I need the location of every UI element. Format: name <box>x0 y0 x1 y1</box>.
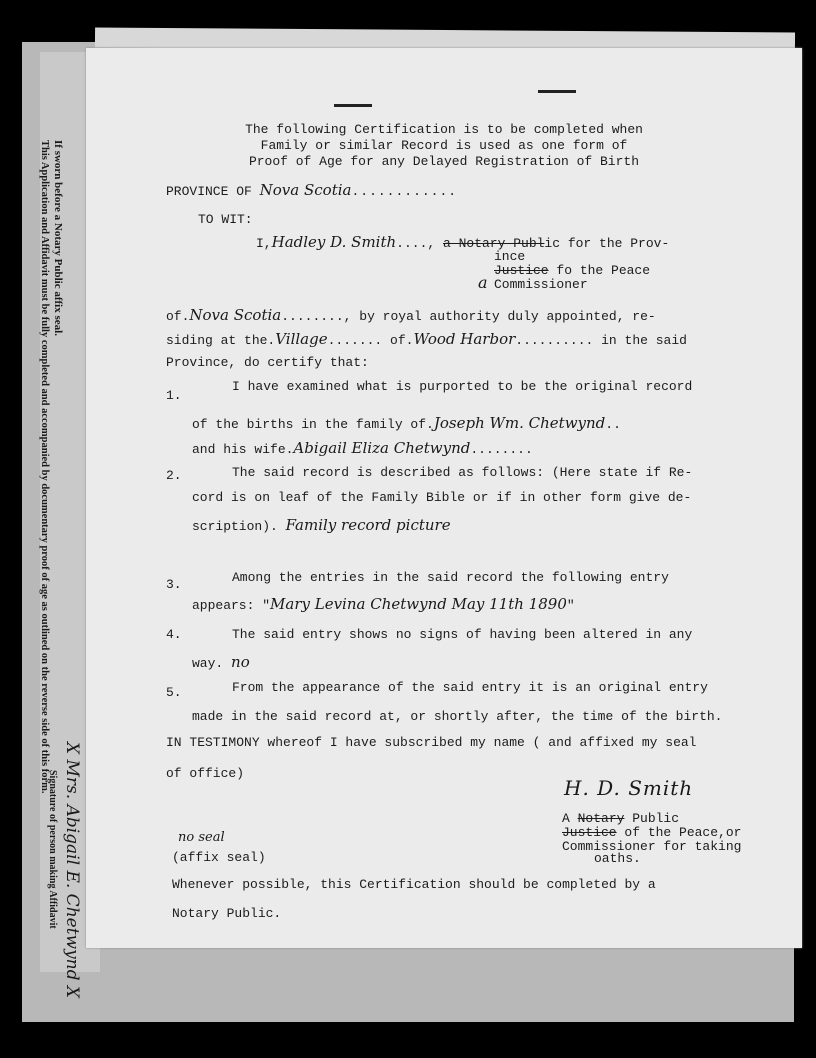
item-1-number: 1. <box>166 388 182 403</box>
item-3-line-1: Among the entries in the said record the following entry <box>232 570 669 585</box>
item-2-number: 2. <box>166 468 182 483</box>
province-value: Nova Scotia <box>259 181 352 199</box>
sig-justice-struck: Justice <box>562 825 617 840</box>
wife-prefix: and his wife. <box>192 442 294 457</box>
margin-notice-seal: If sworn before a Notary Public affix seal. <box>52 140 64 336</box>
item-4-line-2 <box>192 653 250 671</box>
header-line-2: Family or similar Record is used as one form of <box>260 138 628 153</box>
item-1-line-2 <box>192 414 621 432</box>
sig-notary-struck: Notary <box>577 811 625 826</box>
inserted-a: a <box>478 273 488 292</box>
sig-justice-rest: of the Peace,or <box>616 825 742 840</box>
residing-dots-2: .......... <box>515 333 594 348</box>
item-1-prefix: of the births in the family of. <box>192 417 434 432</box>
of-prefix: of. <box>166 309 190 324</box>
alteration-answer: no <box>231 653 250 671</box>
footer-line-2: Notary Public. <box>172 906 282 921</box>
affiant-signature: X Mrs. Abigail E. Chetwynd X <box>62 742 82 999</box>
item-4-prefix: way. <box>192 656 224 671</box>
signature-title-3: Commissioner for taking <box>562 839 742 854</box>
top-mark-right <box>538 90 576 93</box>
item-4-number: 4. <box>166 627 182 642</box>
item-2-line-3 <box>192 516 451 534</box>
of-line <box>166 306 656 324</box>
justice-rest: fo the Peace <box>548 263 651 278</box>
item-2-line-2: cord is on leaf of the Family Bible or if in other form give de- <box>192 490 692 505</box>
father-name: Joseph Wm. Chetwynd <box>433 414 606 432</box>
item-5-line-2: made in the said record at, or shortly after, the time of the birth. <box>192 709 723 724</box>
margin-notice-completion: This Application and Affidavit must be fully completed and accompanied by documentary proof of age as outlined on the reverse side of this form. <box>39 140 50 794</box>
residing-rest: in the said <box>601 333 687 348</box>
notary-struck: a Notary Publ <box>443 236 545 251</box>
declarant-name: Hadley D. Smith <box>271 233 397 251</box>
wife-dots: ........ <box>470 442 533 457</box>
mother-name: Abigail Eliza Chetwynd <box>293 439 471 457</box>
sig-notary-rest: Public <box>624 811 680 826</box>
declarant-dots: ...., <box>396 236 436 251</box>
residing-place: Wood Harbor <box>413 330 516 348</box>
province-dots: ............ <box>351 184 458 199</box>
certifier-signature: H. D. Smith <box>564 776 694 800</box>
province-label: PROVINCE OF <box>166 184 252 199</box>
certify-line: Province, do certify that: <box>166 355 369 370</box>
item-3-number: 3. <box>166 577 182 592</box>
signature-title-4: oaths. <box>594 851 641 866</box>
item-5-line-1: From the appearance of the said entry it is an original entry <box>232 680 708 695</box>
item-3-line-2 <box>192 595 575 613</box>
item-1-line-1: I have examined what is purported to be the original record <box>232 379 693 394</box>
footer-line-1: Whenever possible, this Certification should be completed by a <box>172 877 656 892</box>
affiant-signature-caption: Signature of person making Affidavit <box>47 770 58 929</box>
item-1-dots: .. <box>605 417 621 432</box>
notary-rest: ic for the Prov- <box>544 236 670 251</box>
residing-dots-1: ....... of. <box>327 333 414 348</box>
declarant-prefix: I, <box>256 236 272 251</box>
justice-struck: Justice <box>494 263 549 278</box>
of-value: Nova Scotia <box>189 306 282 324</box>
of-rest: by royal authority duly appointed, re- <box>359 309 656 324</box>
no-seal-note: no seal <box>178 830 225 845</box>
province-line <box>166 181 457 199</box>
testimony-line-2: of office) <box>166 766 245 781</box>
certification-page <box>86 48 802 948</box>
item-3-prefix: appears: " <box>192 598 271 613</box>
signature-title-1 <box>562 811 679 826</box>
affix-seal-label: (affix seal) <box>172 850 266 865</box>
item-2-prefix: scription). <box>192 519 278 534</box>
to-wit: TO WIT: <box>198 212 253 227</box>
justice-line <box>494 263 650 278</box>
residing-prefix: siding at the. <box>166 333 276 348</box>
item-4-line-1: The said entry shows no signs of having been altered in any <box>232 627 693 642</box>
header-line-1: The following Certification is to be completed when <box>245 122 643 137</box>
of-dots: ........, <box>281 309 352 324</box>
declarant-line <box>256 233 669 251</box>
birth-entry: Mary Levina Chetwynd May 11th 1890 <box>270 595 567 613</box>
residing-line <box>166 330 687 348</box>
testimony-line-1: IN TESTIMONY whereof I have subscribed my name ( and affixed my seal <box>166 735 697 750</box>
top-mark-left <box>334 104 372 107</box>
item-2-line-1: The said record is described as follows: (Here state if Re- <box>232 465 693 480</box>
notary-a: A <box>562 811 578 826</box>
item-1-line-3 <box>192 439 533 457</box>
item-5-number: 5. <box>166 685 182 700</box>
ince-line: ince <box>494 249 526 264</box>
record-description: Family record picture <box>285 516 451 534</box>
item-3-suffix: " <box>566 598 575 613</box>
header-line-3: Proof of Age for any Delayed Registration of Birth <box>248 154 640 169</box>
commissioner-line: Commissioner <box>494 277 588 292</box>
signature-title-2 <box>562 825 741 840</box>
residing-village: Village <box>275 330 328 348</box>
